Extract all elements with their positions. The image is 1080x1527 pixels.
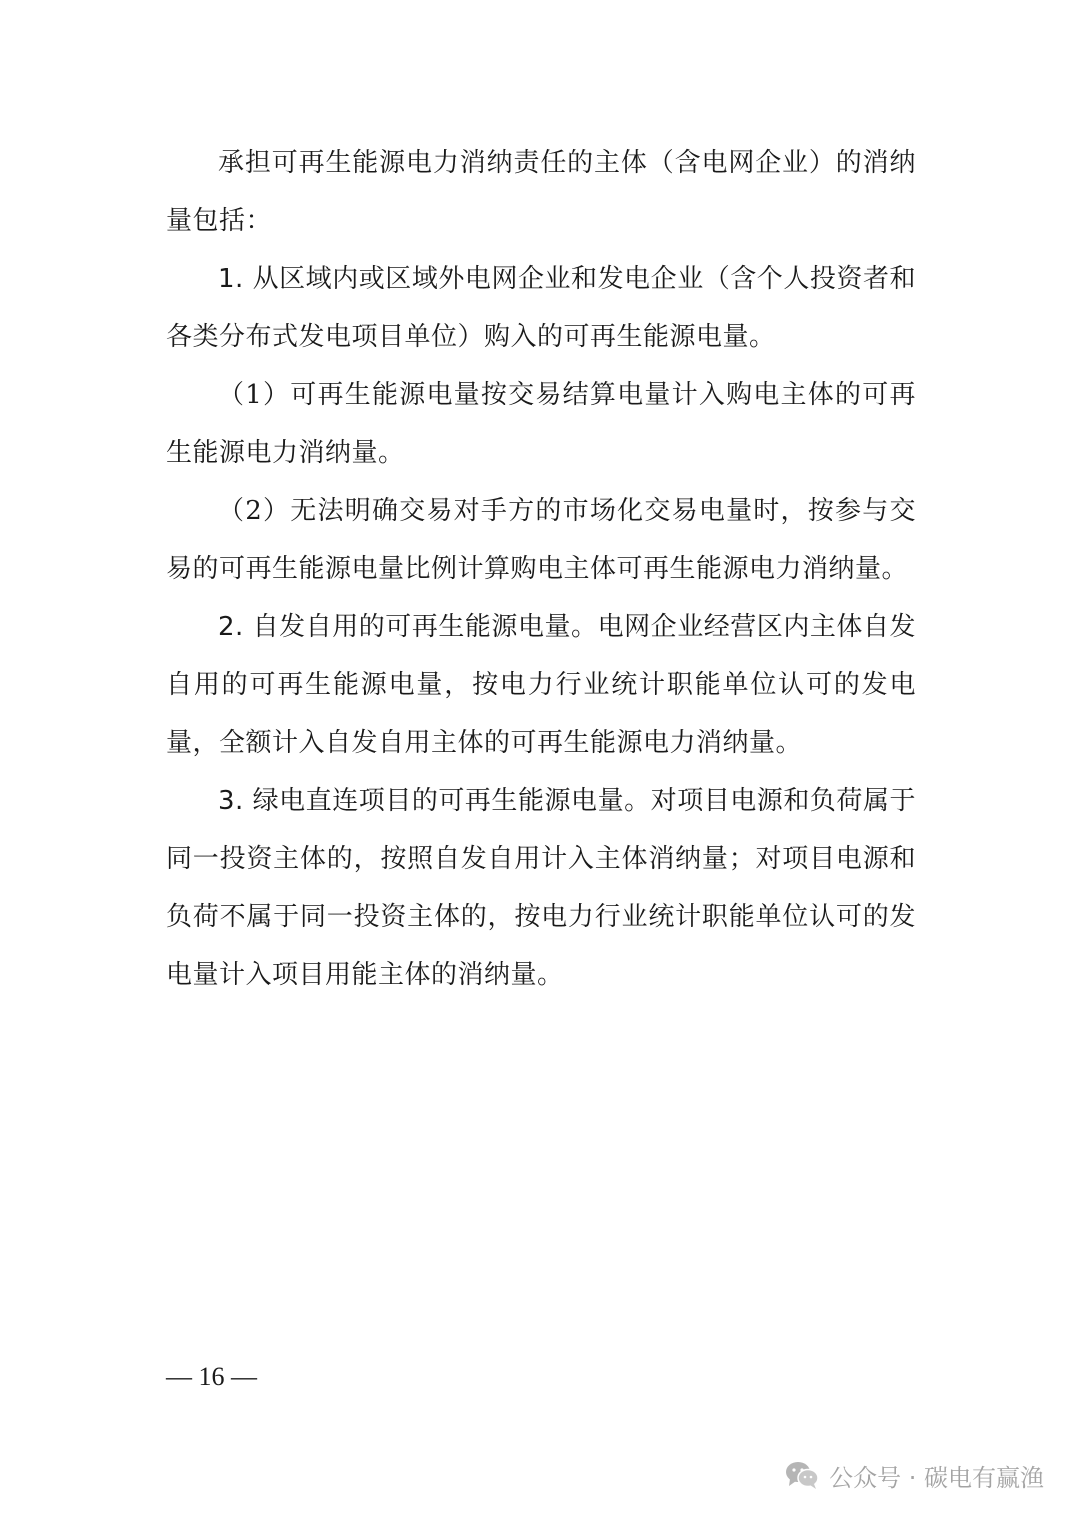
document-body bbox=[166, 134, 916, 1004]
paragraph-heading: 2. 自发自用的可再生能源电量。 bbox=[218, 612, 598, 642]
paragraph-item-2 bbox=[166, 598, 916, 772]
paragraph-heading: 3. 绿电直连项目的可再生能源电量。 bbox=[218, 786, 651, 816]
page-number: — 16 — bbox=[166, 1362, 257, 1391]
watermark-text: 公众号 · 碳电有赢渔 bbox=[829, 1463, 1044, 1492]
paragraph-intro bbox=[166, 134, 916, 250]
paragraph-item-1-1 bbox=[166, 366, 916, 482]
paragraph-text: 对项目电源和负荷属于同一投资主体的，按照自发自用计入主体消纳量；对项目电源和负荷不属于同一投资主体的，按电力行业统计职能单位认可的发电量计入项目用能主体的消纳量。 bbox=[166, 786, 916, 990]
paragraph-heading: 1. 从区域内或区域外电网企业和发电企业（含个人投资者和各类分布式发电项目单位）购入的可再生能源电量。 bbox=[166, 264, 916, 352]
paragraph-text: 承担可再生能源电力消纳责任的主体（含电网企业）的消纳量包括： bbox=[166, 148, 916, 236]
paragraph-item-1-2 bbox=[166, 482, 916, 598]
paragraph-item-3 bbox=[166, 772, 916, 1004]
wechat-icon bbox=[785, 1460, 819, 1490]
paragraph-text: （1）可再生能源电量按交易结算电量计入购电主体的可再生能源电力消纳量。 bbox=[166, 380, 916, 468]
paragraph-text: 电网企业经营区内主体自发自用的可再生能源电量，按电力行业统计职能单位认可的发电量，全额计入自发自用主体的可再生能源电力消纳量。 bbox=[166, 612, 916, 758]
paragraph-text: （2）无法明确交易对手方的市场化交易电量时，按参与交易的可再生能源电量比例计算购电主体可再生能源电力消纳量。 bbox=[166, 496, 916, 584]
watermark bbox=[785, 1455, 1044, 1495]
paragraph-item-1 bbox=[166, 250, 916, 366]
